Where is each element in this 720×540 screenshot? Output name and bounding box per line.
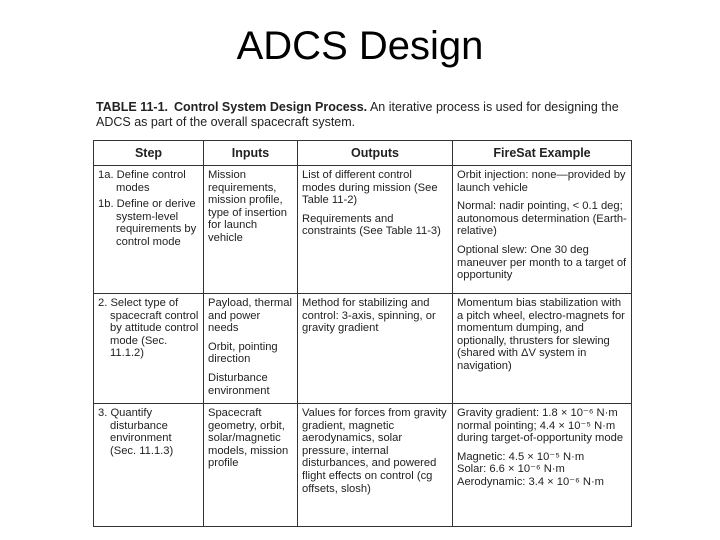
inputs-text: Spacecraft geometry, orbit, solar/magnetic models, mission profile: [208, 407, 289, 470]
inputs-text: Mission requirements, mission profile, type of insertion for launch vehicle: [208, 169, 287, 244]
design-process-table: [93, 140, 632, 527]
table-caption: [96, 100, 636, 130]
outputs-cell: [298, 294, 453, 404]
example-text: Solar: 6.6 × 10⁻⁶ N·m: [457, 463, 565, 476]
example-text: Normal: nadir pointing, < 0.1 deg; autonomous determination (Earth-relative): [457, 200, 627, 238]
example-cell: [453, 404, 632, 527]
step-cell: [94, 166, 204, 294]
table-caption-text: An iterative process is used for designing the ADCS as part of the overall spacecraft system.: [96, 100, 619, 129]
outputs-cell: [298, 404, 453, 527]
inputs-cell: [204, 404, 298, 527]
example-cell: [453, 166, 632, 294]
header-firesat-example: FireSat Example: [453, 141, 632, 166]
step-text: 1b. Define or derive system-level requirements by control mode: [98, 198, 197, 248]
table-title: Control System Design Process.: [174, 100, 368, 114]
table-header-row: [94, 141, 632, 166]
example-text: Momentum bias stabilization with a pitch wheel, electro-magnets for momentum dumping, and optionally, thrusters for slewing (shared with ΔV system in navigation): [457, 297, 625, 372]
outputs-text: List of different control modes during mission (See Table 11-2): [302, 169, 438, 207]
inputs-text: Orbit, pointing direction: [208, 340, 278, 366]
example-text: Gravity gradient: 1.8 × 10⁻⁶ N·m normal pointing; 4.4 × 10⁻⁵ N·m during target-of-opportunity mode: [457, 407, 624, 445]
step-cell: [94, 404, 204, 527]
inputs-cell: [204, 166, 298, 294]
example-text: Optional slew: One 30 deg maneuver per month to a target of opportunity: [457, 243, 627, 282]
example-text: Aerodynamic: 3.4 × 10⁻⁶ N·m: [457, 475, 604, 488]
header-inputs: Inputs: [204, 141, 298, 166]
example-text: Orbit injection: none—provided by launch vehicle: [457, 169, 626, 194]
header-outputs: Outputs: [298, 141, 453, 166]
inputs-text: Payload, thermal and power needs: [208, 297, 292, 335]
step-text: 2. Select type of spacecraft control by attitude control mode (Sec. 11.1.2): [98, 297, 199, 360]
step-cell: [94, 294, 204, 404]
outputs-text: Method for stabilizing and control: 3-axis, spinning, or gravity gradient: [302, 297, 436, 335]
table-label: TABLE 11-1.: [96, 100, 169, 114]
table-row: [94, 166, 632, 294]
example-cell: [453, 294, 632, 404]
header-step: Step: [94, 141, 204, 166]
inputs-cell: [204, 294, 298, 404]
outputs-cell: [298, 166, 453, 294]
table-row: [94, 404, 632, 527]
step-text: 3. Quantify disturbance environment (Sec. 11.1.3): [98, 407, 174, 457]
example-text: Magnetic: 4.5 × 10⁻⁵ N·m: [457, 450, 585, 463]
outputs-text: Values for forces from gravity gradient, magnetic aerodynamics, solar pressure, internal disturbances, and powered flight effects on control (cg offsets, slosh): [302, 407, 447, 495]
slide-title: ADCS Design: [236, 24, 484, 68]
inputs-text: Disturbance environment: [208, 371, 270, 397]
step-text: 1a. Define control modes: [98, 169, 186, 194]
table-row: [94, 294, 632, 404]
outputs-text: Requirements and constraints (See Table 11-3): [302, 212, 441, 238]
